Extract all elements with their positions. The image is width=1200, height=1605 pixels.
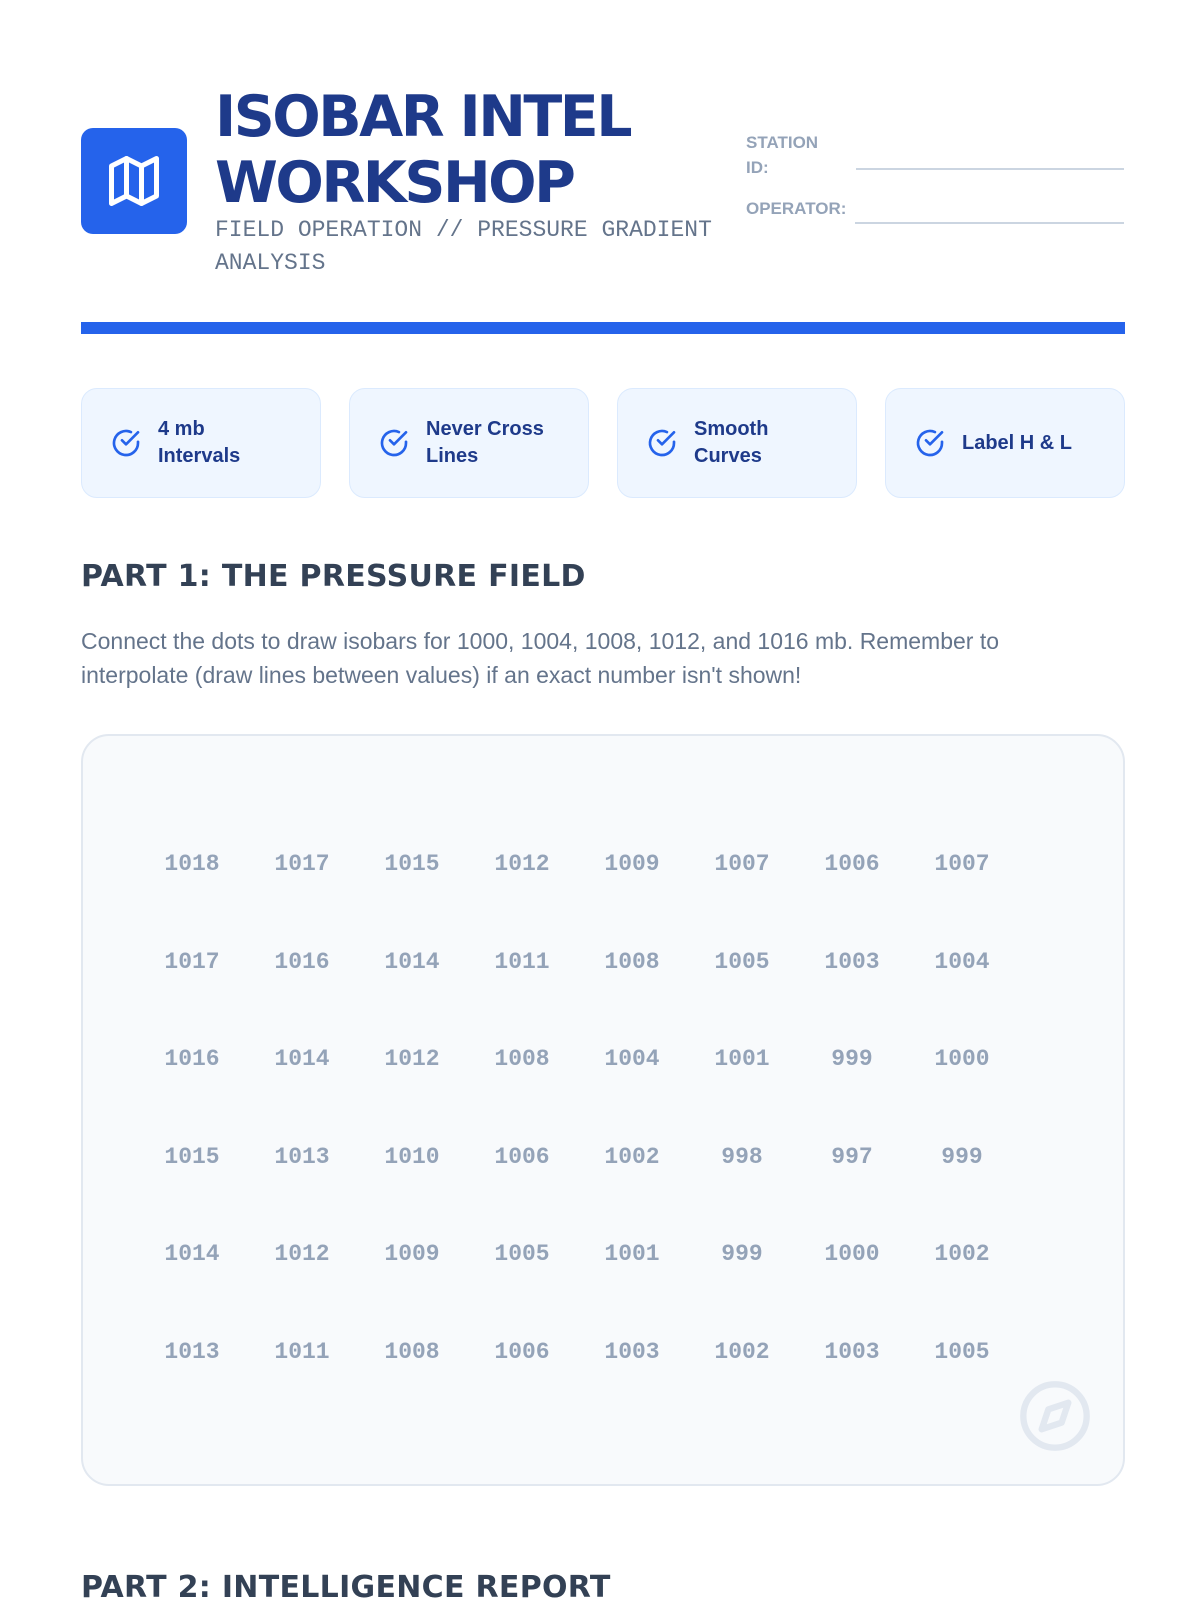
- operator-label: OPERATOR:: [746, 199, 847, 218]
- station-id-label: [746, 130, 818, 180]
- logo: [81, 128, 187, 234]
- rule-label-line-2: Lines: [426, 445, 479, 467]
- pressure-value: 1015: [384, 851, 440, 877]
- pressure-value: 998: [721, 1143, 763, 1170]
- rule-label-line-1: Never Cross: [426, 418, 544, 440]
- pressure-value: 1012: [274, 1241, 330, 1268]
- pressure-value: 1006: [494, 1339, 550, 1365]
- check-circle-icon: [914, 427, 946, 459]
- check-circle-icon: [378, 427, 410, 459]
- pressure-value: 1003: [824, 948, 880, 975]
- pressure-value: 1005: [494, 1241, 550, 1268]
- pressure-value: 1006: [824, 851, 880, 877]
- subtitle-line-2: ANALYSIS: [215, 250, 326, 276]
- check-circle-icon: [110, 427, 142, 459]
- pressure-value: 999: [831, 1046, 873, 1073]
- page-subtitle: [215, 214, 735, 280]
- rule-label-line-2: Curves: [694, 445, 762, 467]
- station-label-line-2: ID:: [746, 158, 769, 177]
- pressure-value: 999: [941, 1143, 983, 1170]
- pressure-value: 1010: [384, 1143, 440, 1170]
- pressure-value: 1005: [934, 1339, 990, 1365]
- pressure-value: 1012: [494, 851, 550, 877]
- check-circle-icon: [646, 427, 678, 459]
- pressure-value: 1011: [274, 1339, 330, 1365]
- rule-card-label-h-l: [885, 388, 1125, 498]
- operator-field[interactable]: [855, 222, 1124, 224]
- rule-label-line-2: Intervals: [158, 445, 241, 467]
- pressure-value: 999: [721, 1241, 763, 1268]
- map-icon: [104, 151, 164, 211]
- rule-card-label: [426, 416, 544, 470]
- pressure-value: 1003: [824, 1339, 880, 1365]
- pressure-value: 1002: [604, 1143, 660, 1170]
- compass-icon: [1017, 1378, 1093, 1454]
- instructions-line-2: interpolate (draw lines between values) if an exact number isn't shown!: [81, 662, 802, 688]
- instructions-line-1: Connect the dots to draw isobars for 1000, 1004, 1008, 1012, and 1016 mb. Remember to: [81, 628, 1000, 654]
- rule-label-line-1: Smooth: [694, 418, 769, 440]
- pressure-value: 1014: [164, 1241, 220, 1268]
- pressure-value: 1012: [384, 1046, 440, 1073]
- station-label-line-1: STATION: [746, 133, 819, 152]
- rule-label-line-1: 4 mb: [158, 418, 205, 440]
- pressure-value: 1002: [714, 1339, 770, 1365]
- pressure-value: 1004: [934, 948, 990, 975]
- title-line-1: ISOBAR INTEL: [215, 84, 631, 150]
- pressure-value: 1009: [384, 1241, 440, 1268]
- pressure-value: 1016: [274, 948, 330, 975]
- pressure-value: 1003: [604, 1339, 660, 1365]
- pressure-value: 1013: [274, 1143, 330, 1170]
- pressure-grid: [81, 734, 1125, 1486]
- pressure-value: 1007: [934, 851, 990, 877]
- pressure-value: 1002: [934, 1241, 990, 1268]
- header-divider: [81, 322, 1125, 334]
- page-title: [215, 84, 685, 216]
- pressure-value: 1007: [714, 851, 770, 877]
- pressure-value: 1000: [824, 1241, 880, 1268]
- pressure-value: 1014: [384, 948, 440, 975]
- pressure-value: 1014: [274, 1046, 330, 1073]
- pressure-value: 1008: [494, 1046, 550, 1073]
- rule-card-label: [694, 416, 768, 470]
- rule-card-never-cross: [349, 388, 589, 498]
- pressure-value: 1015: [164, 1143, 220, 1170]
- pressure-value: 997: [831, 1143, 873, 1170]
- rule-card-intervals: [81, 388, 321, 498]
- pressure-value: 1011: [494, 948, 550, 975]
- title-line-2: WORKSHOP: [215, 150, 574, 216]
- part1-heading: PART 1: THE PRESSURE FIELD: [81, 559, 586, 594]
- station-id-field[interactable]: [856, 168, 1124, 170]
- subtitle-line-1: FIELD OPERATION // PRESSURE GRADIENT: [215, 217, 712, 243]
- pressure-value: 1017: [274, 851, 330, 877]
- pressure-value: 1013: [164, 1339, 220, 1365]
- pressure-value: 1016: [164, 1046, 220, 1073]
- pressure-value: 1008: [384, 1339, 440, 1365]
- pressure-value: 1018: [164, 851, 220, 877]
- rule-card-label: Label H & L: [962, 431, 1073, 454]
- pressure-value: 1017: [164, 948, 220, 975]
- rule-card-label: [158, 416, 240, 470]
- pressure-value: 1001: [714, 1046, 770, 1073]
- pressure-value: 1008: [604, 948, 660, 975]
- part1-instructions: [81, 624, 1125, 692]
- header: [81, 84, 1125, 284]
- pressure-value: 1000: [934, 1046, 990, 1073]
- pressure-value: 1005: [714, 948, 770, 975]
- pressure-value: 1004: [604, 1046, 660, 1073]
- pressure-value: 1009: [604, 851, 660, 877]
- rule-card-smooth-curves: [617, 388, 857, 498]
- pressure-value: 1006: [494, 1143, 550, 1170]
- pressure-value: 1001: [604, 1241, 660, 1268]
- part2-heading: PART 2: INTELLIGENCE REPORT: [81, 1570, 611, 1605]
